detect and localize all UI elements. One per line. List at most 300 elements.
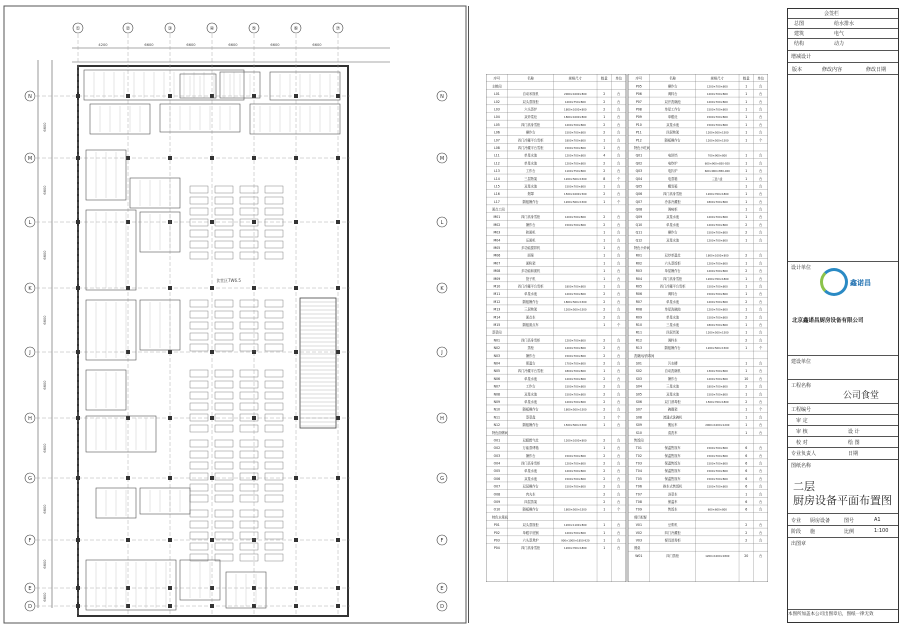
table-cell: 1200×700×800 [564, 123, 586, 127]
table-cell: O09 [493, 500, 501, 505]
table-cell: L14 [493, 176, 500, 181]
structural-column [252, 538, 256, 542]
grid-row-label: J [441, 350, 443, 356]
table-cell: 1500×700×800 [564, 146, 586, 150]
table-cell: 1500×700×800 [706, 454, 728, 458]
table-cell: 1 [745, 161, 748, 166]
table-cell: 保温台 [525, 361, 536, 366]
table-cell: 1 [603, 446, 606, 451]
table-cell: 6 [745, 476, 748, 481]
table-cell: 1500×700×800 [706, 447, 728, 451]
table-cell: R04 [635, 276, 643, 281]
table-cell: 台 [617, 192, 621, 197]
table-cell: 1 [745, 115, 748, 120]
table-cell: 1 [745, 323, 748, 327]
table-cell: L15 [493, 184, 500, 189]
table-cell: 台 [617, 153, 621, 158]
table-cell: 电饼铛 [667, 153, 678, 158]
table-cell: 2 [603, 315, 606, 320]
table-cell: 1800×500×1500 [564, 408, 587, 412]
structural-column [168, 476, 172, 480]
equipment-block [86, 416, 156, 452]
table-cell: 单星水池 [666, 222, 680, 227]
table-cell: P11 [635, 130, 642, 135]
table-cell: 2 [603, 169, 606, 174]
table-cell: 1300×700×800 [706, 370, 728, 374]
table-cell: M02 [493, 222, 501, 227]
table-cell: 1800×700×800 [564, 285, 586, 289]
table-cell: 2 [745, 222, 748, 227]
dining-table [265, 252, 283, 259]
table-cell: 1 [603, 115, 606, 120]
table-cell: 台 [759, 307, 763, 312]
dining-table [215, 462, 233, 469]
dining-table [265, 370, 283, 377]
table-cell: 1500×700×800 [706, 108, 728, 112]
table-cell: 台 [617, 230, 621, 235]
table-cell: 20 [744, 553, 749, 558]
table-cell: 台 [759, 184, 763, 189]
dining-table [240, 440, 258, 447]
table-cell: 烟罩 [527, 192, 534, 197]
grid-col-label: ③ [167, 26, 173, 32]
table-cell: 1500×1000×500 [564, 193, 587, 197]
table-cell: 台 [759, 169, 763, 174]
table-section-row: 餐桌 [634, 546, 641, 551]
table-cell: 1 [603, 261, 606, 266]
table-cell: 台 [617, 423, 621, 428]
pm-label: 专业负责人 [791, 451, 817, 457]
table-cell: 台 [759, 130, 763, 135]
table-cell: 四门高身雪柜 [521, 338, 541, 343]
table-cell: N02 [493, 346, 501, 351]
table-cell: 台 [617, 530, 621, 535]
equipment-block [250, 104, 340, 134]
grid-row-label: E [440, 586, 444, 592]
table-cell: 蒸柜 [527, 346, 534, 351]
table-cell: 1800×1000×800 [564, 116, 587, 120]
sign-check: 校 对 [796, 440, 808, 446]
table-cell: 2 [603, 438, 606, 443]
table-cell: 600×900×850-920 [704, 162, 730, 166]
structural-column [76, 156, 80, 160]
table-cell: 1 [745, 192, 748, 197]
dining-table [215, 381, 233, 388]
table-cell: 台 [617, 253, 621, 258]
table-cell: 单星水池 [666, 315, 680, 320]
grid-row-label: L [28, 220, 32, 226]
table-cell: 1 [603, 546, 606, 551]
table-cell: 2 [603, 361, 606, 366]
structural-column [252, 286, 256, 290]
table-cell: 台 [617, 453, 621, 458]
tb-arch-4: 电气 [834, 31, 845, 37]
table-cell: 三层物架 [524, 307, 538, 312]
table-cell: 台 [759, 415, 763, 420]
table-cell: 调料台 [667, 92, 678, 97]
table-cell: 台 [617, 476, 621, 481]
table-cell: 双星水池 [666, 392, 680, 397]
dining-table [265, 484, 283, 491]
table-cell: 单星水池 [524, 399, 538, 404]
table-cell: 台 [617, 399, 621, 404]
table-cell: 台 [759, 376, 763, 381]
table-cell: 1 [603, 538, 606, 543]
table-cell: 1200×700×800 [706, 223, 728, 227]
table-cell: 操作台 [667, 84, 678, 89]
table-cell: 醒发箱 [667, 184, 678, 189]
tb-arch-1: 总图 [794, 21, 805, 27]
table-cell: T05 [635, 476, 642, 481]
table-cell: N10 [493, 407, 501, 412]
table-cell: 1 [745, 492, 748, 497]
table-cell: 保温售饭车 [664, 453, 681, 458]
table-cell: 双头蒸饭柜 [522, 99, 539, 104]
table-cell: 1500×700×800 [564, 131, 586, 135]
structural-column [210, 586, 214, 590]
dining-table [190, 532, 208, 539]
table-cell: 个 [759, 346, 763, 351]
table-cell: 1 [745, 84, 748, 89]
table-cell: 台 [617, 222, 621, 227]
dining-table [265, 403, 283, 410]
table-cell: 操作台 [667, 376, 678, 381]
table-cell: 调料车 [667, 338, 678, 343]
table-cell: 四门高身雪柜 [521, 122, 541, 127]
table-cell: 2 [603, 492, 606, 497]
meta-drawing-no: 图号 [844, 518, 855, 524]
table-cell: T04 [635, 469, 642, 474]
dining-table [240, 532, 258, 539]
table-cell: 2 [745, 399, 748, 404]
table-cell: S08 [635, 415, 642, 420]
table-section-row: 售饭间 [634, 438, 644, 443]
table-cell: 台 [759, 161, 763, 166]
table-cell: 1200×700×1800 [706, 193, 729, 197]
dining-table [190, 473, 208, 480]
table-cell: L16 [493, 192, 500, 197]
table-cell: 台 [759, 292, 763, 297]
table-cell: 1200×700×800 [564, 470, 586, 474]
table-cell: 2 [603, 122, 606, 127]
table-cell: 四层货架 [666, 330, 680, 335]
grid-col-label: ⑥ [293, 26, 299, 32]
table-cell: 1500×700×800 [564, 393, 586, 397]
table-cell: 台 [617, 446, 621, 451]
table-cell: 1200×700×800 [706, 308, 728, 312]
table-cell: 台 [617, 492, 621, 497]
table-cell: R12 [635, 338, 643, 343]
table-cell: 四门冷藏平台雪柜 [659, 284, 686, 289]
table-cell: 调味柜 [667, 207, 678, 212]
table-cell: 台 [617, 376, 621, 381]
table-cell: 1800×1000×800 [564, 108, 587, 112]
table-cell: 1200×700×800 [564, 462, 586, 466]
table-cell: 个 [617, 176, 621, 181]
table-cell: L02 [493, 99, 500, 104]
table-cell: 2 [603, 392, 606, 397]
equipment-block [130, 178, 180, 208]
table-cell: 四门高身雪柜 [663, 276, 683, 281]
table-cell: 台 [617, 469, 621, 474]
table-cell: T03 [635, 461, 642, 466]
structural-column [210, 286, 214, 290]
table-cell: 台 [759, 153, 763, 158]
table-cell: 台 [617, 338, 621, 343]
table-cell: 1500×700×800 [706, 462, 728, 466]
dining-table [215, 440, 233, 447]
table-cell: 1800×500×1500 [564, 508, 587, 512]
table-cell: 1500×700×800 [564, 223, 586, 227]
dining-table [240, 370, 258, 377]
sheet-divider [468, 6, 469, 623]
table-cell: R11 [635, 330, 643, 335]
table-cell: P10 [635, 122, 642, 127]
table-cell: 单星水池 [666, 299, 680, 304]
table-cell: 操作台 [525, 222, 536, 227]
equipment-table [486, 74, 768, 582]
table-cell: 双星水池 [524, 184, 538, 189]
table-cell: 2 [603, 130, 606, 135]
table-cell: 1 [745, 369, 748, 374]
dining-table [240, 322, 258, 329]
table-cell: 单星水池 [524, 469, 538, 474]
meta-drawing-no-val: A1 [874, 517, 881, 523]
table-cell: S04 [635, 384, 642, 389]
table-cell: 1500×700×800 [706, 485, 728, 489]
table-cell: 1 [603, 145, 606, 150]
table-cell: 台 [759, 269, 763, 274]
table-cell: 1200×700×800 [706, 216, 728, 220]
structural-column [126, 604, 130, 608]
stair [300, 298, 336, 428]
table-cell: R07 [635, 299, 643, 304]
table-cell: M15 [493, 323, 501, 327]
table-cell: 三层物架 [524, 176, 538, 181]
table-cell: 台 [617, 353, 621, 358]
table-cell: 1 [745, 423, 748, 428]
equipment-block [140, 488, 190, 514]
table-cell: 台 [759, 253, 763, 258]
dim-left: 6600 [43, 380, 47, 390]
dining-table [265, 532, 283, 539]
table-cell: T06 [635, 484, 642, 489]
table-cell: 台 [617, 145, 621, 150]
tb-arch-6: 动力 [834, 41, 845, 47]
dining-table [190, 392, 208, 399]
table-cell: L12 [493, 161, 500, 166]
rev-col-content: 修改内容 [822, 67, 843, 73]
structural-column [294, 350, 298, 354]
table-cell: R10 [635, 323, 643, 327]
table-cell: 1500×700×800 [706, 293, 728, 297]
table-cell: 1700×700×800 [564, 362, 586, 366]
table-cell: 1500×700×800 [564, 454, 586, 458]
dining-table [215, 403, 233, 410]
grid-row-label: M [439, 156, 445, 162]
table-cell: 台 [617, 346, 621, 351]
table-cell: 单星水池 [524, 292, 538, 297]
table-cell: M07 [493, 261, 501, 266]
table-cell: T08 [635, 500, 642, 505]
meta-discipline: 专业 [791, 518, 802, 524]
table-cell: 台 [617, 99, 621, 104]
table-cell: 6 [745, 484, 748, 489]
table-cell: 四门高身雪柜 [663, 192, 683, 197]
table-cell: 个 [617, 199, 621, 204]
table-cell: 2 [603, 292, 606, 297]
table-cell: 1500×700×800 [564, 185, 586, 189]
table-cell: P06 [635, 92, 642, 97]
table-cell: M06 [493, 253, 501, 258]
table-cell: 台 [759, 92, 763, 97]
table-cell: M05 [493, 246, 501, 251]
equipment-block [270, 72, 340, 100]
table-cell: 1500×700×1800 [706, 400, 729, 404]
table-cell: Q10 [635, 222, 643, 227]
grid-row-label: J [29, 350, 31, 356]
table-cell: 单眼灶 [667, 115, 678, 120]
table-cell: 四门冷藏平台雪柜 [517, 284, 544, 289]
table-cell: O03 [493, 453, 501, 458]
project-name: 公司食堂 [843, 391, 880, 401]
table-cell: 台 [617, 538, 621, 543]
table-cell: 1200×700×800 [564, 377, 586, 381]
table-cell: 1 [745, 215, 748, 220]
dining-table [215, 300, 233, 307]
table-cell: 肉丸车 [525, 492, 536, 497]
dining-table [215, 197, 233, 204]
table-cell: 单星水池 [524, 153, 538, 158]
table-cell: 六头蒸煮炉 [522, 538, 539, 543]
table-cell: 电蒸箱 [667, 176, 678, 181]
table-cell: 1200×700×800 [706, 85, 728, 89]
table-cell: M03 [493, 230, 501, 235]
table-cell: 台 [617, 284, 621, 289]
meta-scale: 比例 [844, 529, 855, 535]
dining-table [215, 370, 233, 377]
equipment-block [86, 560, 176, 610]
table-cell: 台 [617, 361, 621, 366]
table-cell: L03 [493, 107, 500, 112]
table-cell: 2 [603, 307, 606, 312]
dim-top: 4200 [98, 43, 108, 47]
table-cell: 1 [745, 276, 748, 281]
footer-note: 本图所加盖本公司出图章后，图纸一律无效 [788, 612, 874, 617]
dining-table [240, 392, 258, 399]
table-cell: 台 [759, 369, 763, 374]
table-cell: 1100×750×800 [564, 170, 586, 174]
structural-column [294, 220, 298, 224]
structural-column [76, 350, 80, 354]
table-cell: S06 [635, 399, 642, 404]
table-cell: 2 [745, 253, 748, 258]
table-cell: P05 [635, 84, 642, 89]
table-cell: 搬运车 [667, 423, 678, 428]
grid-row-label: F [440, 538, 444, 544]
meta-scale-val: 1:100 [874, 528, 889, 534]
table-cell: 台 [759, 323, 763, 327]
table-cell: 2 [603, 461, 606, 466]
table-cell: 1500×500×1500 [564, 424, 587, 428]
table-cell: 隔板操作台 [522, 507, 539, 512]
table-section-row: 洗碗间/消毒间 [634, 353, 655, 358]
table-cell: 单星洗碗池 [664, 307, 681, 312]
table-cell: 台 [759, 238, 763, 243]
table-header-cell: 序号 [635, 76, 643, 81]
table-cell: 台 [759, 507, 763, 512]
table-cell: 1 [745, 361, 748, 366]
table-cell: 个 [617, 415, 621, 420]
table-cell: 1200×700×800 [564, 162, 586, 166]
table-cell: 台 [617, 161, 621, 166]
dining-table [265, 381, 283, 388]
table-cell: 1800×700×800 [564, 139, 586, 143]
structural-column [76, 604, 80, 608]
grid-row-label: K [28, 286, 32, 292]
table-cell: 台 [759, 199, 763, 204]
table-cell: 1 [745, 292, 748, 297]
dining-table [190, 300, 208, 307]
table-cell: 1 [603, 415, 606, 420]
table-cell: 1200×700×800 [706, 239, 728, 243]
table-cell: 2 [603, 338, 606, 343]
table-cell: M10 [493, 284, 501, 289]
table-cell: 2 [603, 453, 606, 458]
table-cell: 1 [603, 523, 606, 528]
table-cell: 700×900×800 [707, 154, 727, 158]
table-section-row: 特色小吃间 [634, 145, 650, 150]
dining-table [240, 311, 258, 318]
table-cell: 台 [759, 299, 763, 304]
table-cell: 1800×1000×800 [706, 254, 729, 258]
structural-column [294, 286, 298, 290]
table-cell: 台 [759, 392, 763, 397]
dining-table [190, 462, 208, 469]
table-cell: 个 [617, 323, 621, 327]
table-cell: 隔板操作台 [522, 423, 539, 428]
table-cell: 1200×500×1500 [706, 331, 729, 335]
table-cell: 台 [759, 453, 763, 458]
table-cell: 2 [745, 269, 748, 274]
dining-table [190, 440, 208, 447]
table-cell: 多功能搅拌机 [521, 246, 541, 251]
table-cell: O07 [493, 484, 501, 489]
structural-column [294, 586, 298, 590]
structural-column [126, 416, 130, 420]
table-cell: O04 [493, 461, 501, 466]
table-cell: S05 [635, 392, 642, 397]
table-cell: S01 [635, 361, 642, 366]
table-cell: 1 [745, 392, 748, 397]
dining-table [190, 230, 208, 237]
table-cell: Q08 [635, 207, 643, 212]
table-cell: 2 [603, 99, 606, 104]
structural-column [336, 604, 340, 608]
structural-column [126, 476, 130, 480]
table-cell: 6 [745, 446, 748, 451]
table-header-cell: 数量 [742, 76, 750, 81]
table-header-cell: 单位 [757, 76, 765, 81]
dining-table [215, 219, 233, 226]
table-cell: 台 [617, 238, 621, 243]
table-cell: N05 [493, 369, 501, 374]
grid-row-label: E [28, 586, 32, 592]
table-cell: 1500×700×800 [706, 477, 728, 481]
table-cell: 2 [603, 399, 606, 404]
table-cell: 1200×700×800 [564, 216, 586, 220]
table-cell: 三星水池 [666, 384, 680, 389]
